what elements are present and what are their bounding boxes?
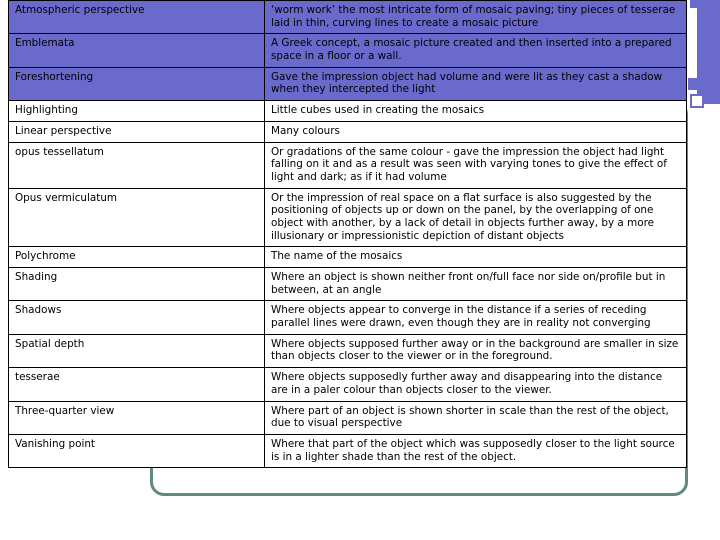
- term-cell: Highlighting: [9, 101, 265, 122]
- definition-cell: A Greek concept, a mosaic picture created and then inserted into a prepared space in a floor or a wall.: [265, 34, 687, 67]
- glossary-table: [8, 0, 687, 468]
- table-row: [9, 268, 687, 301]
- definition-cell: Or gradations of the same colour - gave the impression the object had light falling on it and as a result was seen with varying tones to give the effect of light and dark; as if it had volume: [265, 142, 687, 188]
- table-row: [9, 142, 687, 188]
- definition-cell: Where an object is shown neither front on/full face nor side on/profile but in between, at an angle: [265, 268, 687, 301]
- term-cell: Linear perspective: [9, 121, 265, 142]
- definition-cell: Where objects supposedly further away and disappearing into the distance are in a paler colour than objects closer to the viewer.: [265, 368, 687, 401]
- definition-cell: Gave the impression object had volume and were lit as they cast a shadow when they intercepted the light: [265, 67, 687, 100]
- accent-square-2: [688, 78, 700, 90]
- term-cell: Three-quarter view: [9, 401, 265, 434]
- term-cell: Opus vermiculatum: [9, 188, 265, 247]
- accent-bar-top: [690, 0, 720, 8]
- definition-cell: ‘worm work’ the most intricate form of mosaic paving; tiny pieces of tesserae laid in thin, curving lines to create a mosaic picture: [265, 1, 687, 34]
- term-cell: opus tessellatum: [9, 142, 265, 188]
- definition-cell: The name of the mosaics: [265, 247, 687, 268]
- table-row: [9, 247, 687, 268]
- definition-cell: Where objects supposed further away or in the background are smaller in size than objects closer to the viewer or in the foreground.: [265, 334, 687, 367]
- term-cell: Shading: [9, 268, 265, 301]
- accent-bar-right: [697, 0, 720, 104]
- table-row: [9, 1, 687, 34]
- term-cell: Shadows: [9, 301, 265, 334]
- table-row: [9, 368, 687, 401]
- table-row: [9, 434, 687, 467]
- table-row: [9, 101, 687, 122]
- table-row: [9, 301, 687, 334]
- definition-cell: Many colours: [265, 121, 687, 142]
- term-cell: Spatial depth: [9, 334, 265, 367]
- table-row: [9, 334, 687, 367]
- term-cell: Foreshortening: [9, 67, 265, 100]
- definition-cell: Or the impression of real space on a flat surface is also suggested by the positioning of objects up or down on the panel, by the overlapping of one object with another, by a lack of detail in objects further away, by a more illusionary or impressionistic depiction of distant objects: [265, 188, 687, 247]
- table-row: [9, 67, 687, 100]
- table-row: [9, 188, 687, 247]
- term-cell: Vanishing point: [9, 434, 265, 467]
- accent-square-outline: [690, 94, 704, 108]
- definition-cell: Where that part of the object which was supposedly closer to the light source is in a lighter shade than the rest of the object.: [265, 434, 687, 467]
- table-row: [9, 401, 687, 434]
- term-cell: Atmospheric perspective: [9, 1, 265, 34]
- definition-cell: Where part of an object is shown shorter in scale than the rest of the object, due to visual perspective: [265, 401, 687, 434]
- table-row: [9, 121, 687, 142]
- accent-square-1: [700, 60, 714, 74]
- term-cell: Polychrome: [9, 247, 265, 268]
- definition-cell: Where objects appear to converge in the distance if a series of receding parallel lines were drawn, even though they are in reality not converging: [265, 301, 687, 334]
- table-row: [9, 34, 687, 67]
- term-cell: Emblemata: [9, 34, 265, 67]
- definition-cell: Little cubes used in creating the mosaics: [265, 101, 687, 122]
- term-cell: tesserae: [9, 368, 265, 401]
